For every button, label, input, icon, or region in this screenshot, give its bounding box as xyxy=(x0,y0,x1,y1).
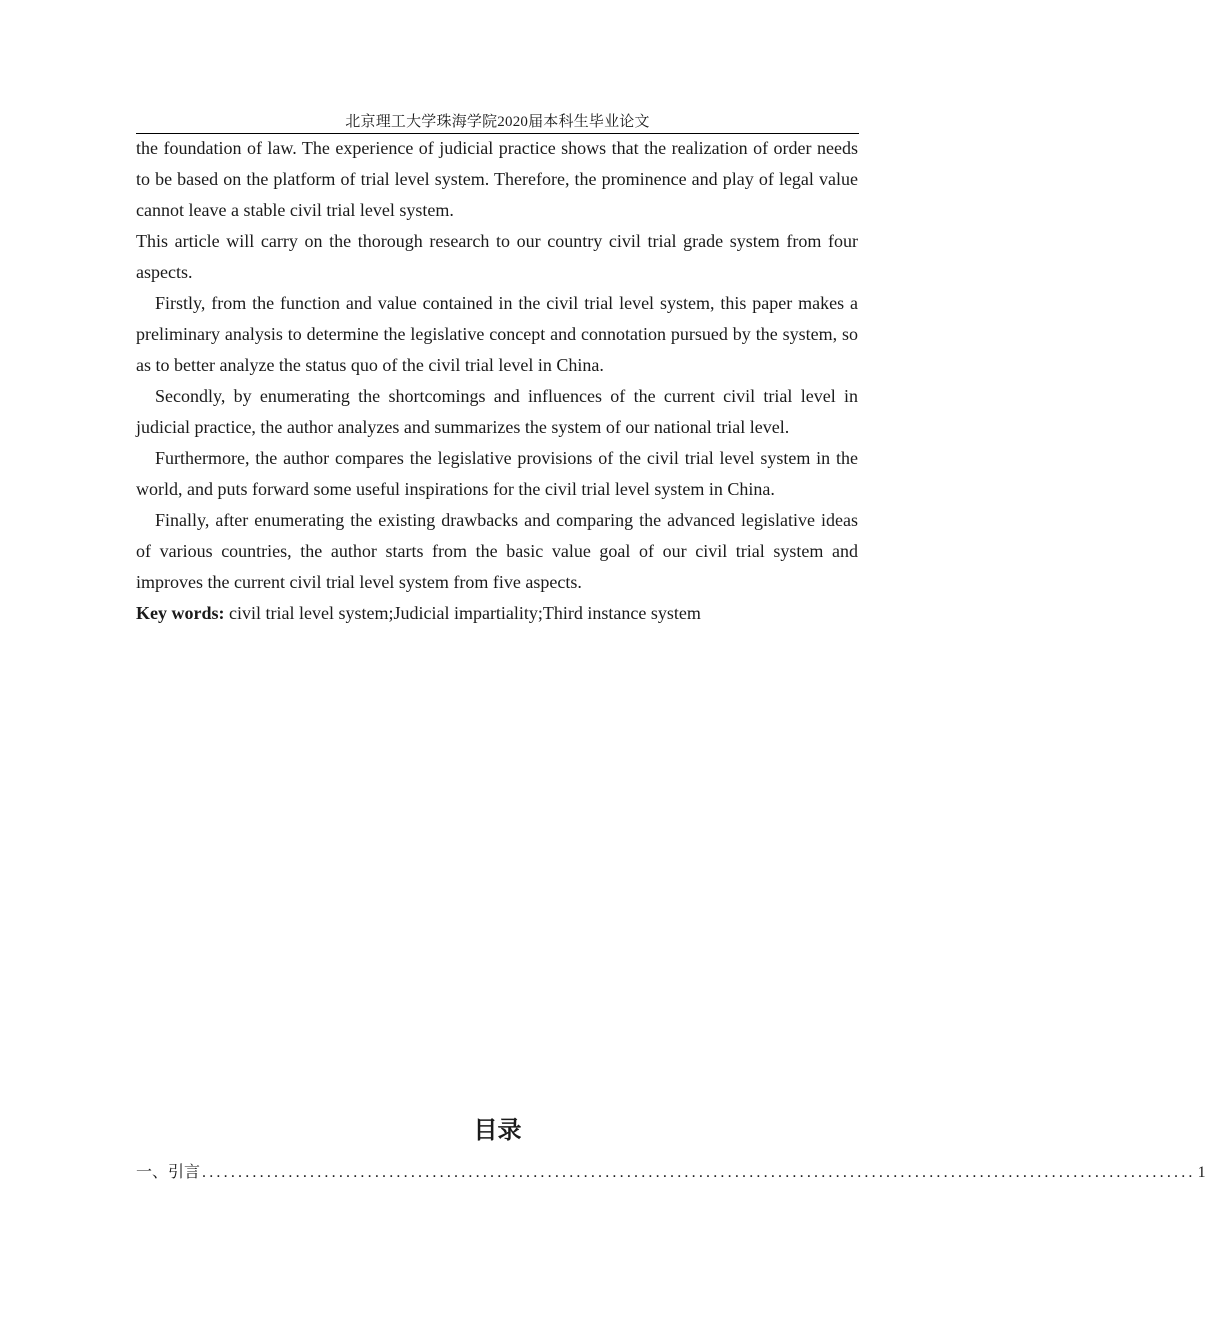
toc-entry-page-number: 1 xyxy=(1197,1164,1206,1181)
toc-entry[interactable] xyxy=(136,1163,1206,1183)
toc-entry-label: 一、引言 xyxy=(136,1164,201,1181)
abstract-paragraph: the foundation of law. The experience of judicial practice shows that the realization of order needs to be based on the platform of trial level system. Therefore, the prominence and play of legal value cannot leave a stable civil trial level system. xyxy=(136,138,858,220)
keywords-label: Key words: xyxy=(136,603,225,623)
keywords-line xyxy=(136,598,858,629)
toc-entry-leader: .......................................................................................................................................... xyxy=(202,1164,1196,1181)
keywords-text: civil trial level system;Judicial impartiality;Third instance system xyxy=(224,603,701,623)
abstract-body xyxy=(136,133,858,629)
abstract-paragraph: Firstly, from the function and value contained in the civil trial level system, this paper makes a preliminary analysis to determine the legislative concept and connotation pursued by the system, so as to better analyze the status quo of the civil trial level in China. xyxy=(136,293,858,375)
abstract-paragraph: Furthermore, the author compares the legislative provisions of the civil trial level system in the world, and puts forward some useful inspirations for the civil trial level system in China. xyxy=(136,448,858,499)
toc-title: 目录 xyxy=(473,1116,522,1144)
abstract-paragraph: This article will carry on the thorough research to our country civil trial grade system from four aspects. xyxy=(136,231,858,282)
page-header: 北京理工大学珠海学院2020届本科生毕业论文 xyxy=(345,114,650,130)
abstract-paragraph: Secondly, by enumerating the shortcomings and influences of the current civil trial level in judicial practice, the author analyzes and summarizes the system of our national trial level. xyxy=(136,386,858,437)
abstract-paragraph: Finally, after enumerating the existing drawbacks and comparing the advanced legislative ideas of various countries, the author starts from the basic value goal of our civil trial system and improves the current civil trial level system from five aspects. xyxy=(136,510,858,592)
